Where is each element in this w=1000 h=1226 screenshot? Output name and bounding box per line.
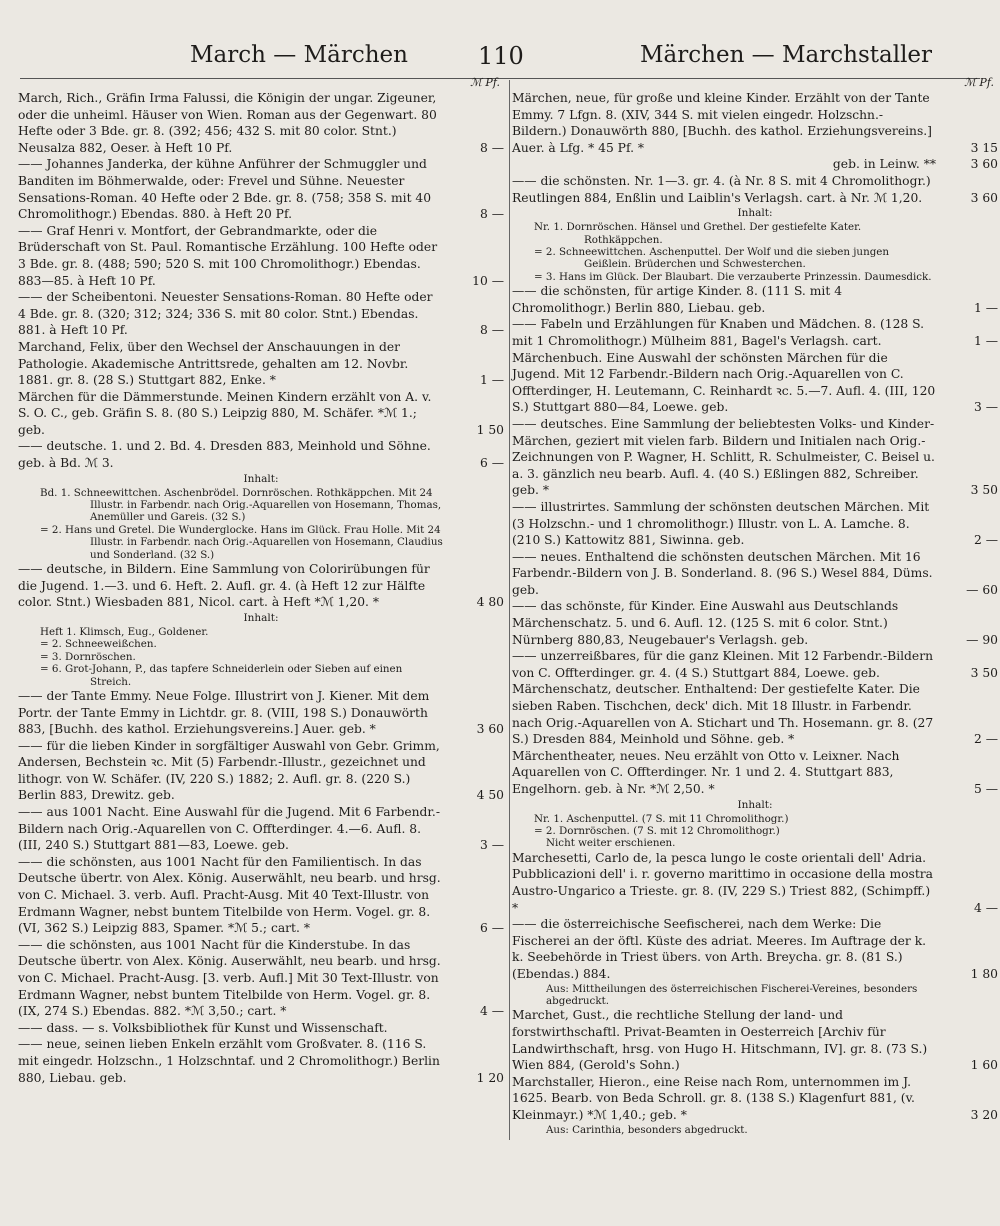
contents-item: = 6. Grot-Johann, P., das tapfere Schneiderlein oder Sieben auf einen Streich.: [40, 663, 403, 688]
header-right: Märchen — Marchstaller: [640, 42, 933, 68]
entry-text: —— der Scheibentoni. Neuester Sensations-Roman. 80 Hefte oder 4 Bde. gr. 8. (320; 312; 324; 336 S. mit 80 color. Stnt.) Ebendas. 881. à Heft 10 Pf.: [18, 290, 433, 338]
entry-text: —— die schönsten. Nr. 1—3. gr. 4. (à Nr. 8 S. mit 4 Chromolithogr.) Reutlingen 884, Enßlin und Laiblin's Verlagsh. cart. à Nr. ℳ 1,20.: [512, 173, 931, 205]
entry-text: —— der Tante Emmy. Neue Folge. Illustrirt von J. Kiener. Mit dem Portr. der Tante Emmy in Lichtdr. gr. 8. (VIII, 198 S.) Donauwörth 883, [Buchh. des kathol. Erziehungsvereins.] Auer. geb. *: [18, 688, 430, 737]
catalog-entry: [18, 937, 504, 1020]
entry-text: —— neues. Enthaltend die schönsten deutschen Märchen. Mit 16 Farbendr.-Bildern von J. B. Sonderland. 8. (96 S.) Wesel 884, Düms. geb.: [512, 549, 933, 597]
contents-heading: Inhalt:: [737, 207, 773, 220]
entry-price: 1 50: [476, 422, 504, 437]
entry-text: —— aus 1001 Nacht. Eine Auswahl für die Jugend. Mit 6 Farbendr.-Bildern nach Orig.-Aquarellen von C. Offterdinger. 4.—6. Aufl. 8. (III, 240 S.) Stuttgart 881—83, Loewe. geb.: [18, 805, 440, 853]
header-left: March — Märchen: [190, 42, 408, 68]
entry-note: Aus: Carinthia, besonders abgedruckt.: [546, 1123, 748, 1136]
entry-text: —— deutsche, in Bildern. Eine Sammlung von Colorirübungen für die Jugend. 1.—3. und 6. Heft. 2. Aufl. gr. 4. (à Heft 12 zur Hälfte color. Stnt.) Wiesbaden 881, Nicol. cart. à Heft *ℳ 1,20. *: [18, 562, 430, 610]
page-number: 110: [478, 42, 524, 70]
entry-price: 3 20: [970, 1107, 998, 1122]
entry-price: — 90: [966, 632, 998, 647]
entry-price: 3 50: [970, 665, 998, 680]
entry-text: Märchen, neue, für große und kleine Kinder. Erzählt von der Tante Emmy. 7 Lfgn. 8. (XIV, 344 S. mit vielen eingedr. Holzschn.-Bildern.) Donauwörth 880, [Buchh. des kathol. Erziehungsvereins.] Auer. à Lfg. * 45 Pf. *: [512, 91, 932, 155]
catalog-entry: [512, 173, 998, 206]
entry-price: 10 —: [472, 273, 504, 288]
entry-price: 5 —: [973, 782, 998, 796]
catalog-entry: [512, 416, 998, 499]
contents-item: Nr. 1. Dornröschen. Hänsel und Grethel. Der gestiefelte Kater. Rothkäppchen.: [534, 221, 862, 246]
catalog-entry: [512, 156, 998, 173]
catalog-entry: [18, 289, 504, 339]
contents-item: Bd. 1. Schneewittchen. Aschenbrödel. Dornröschen. Rothkäppchen. Mit 24 Illustr. in Farbendr. nach Orig.-Aquarellen von Hosemann, Thomas, Anemüller und Gareis. (32 S.): [40, 486, 442, 524]
contents-heading: Inhalt:: [737, 798, 773, 811]
entry-text: —— die schönsten, für artige Kinder. 8. (111 S. mit 4 Chromolithogr.) Berlin 880, Liebau. geb.: [512, 284, 843, 315]
entry-text: —— die schönsten, aus 1001 Nacht für den Familientisch. In das Deutsche übertr. von Alex. König. Auserwählt, neu bearb. und hrsg. von C. Michael. 3. verb. Aufl. Pracht-Ausg. Mit 40 Text-Illustr. von Erdmann Wagner, nebst buntem Titelbilde von Herm. Vogel. gr. 8. (VI, 362 S.) Leipzig 883, Spamer. *ℳ 5.; cart. *: [18, 854, 441, 936]
entry-price: 3 60: [970, 157, 998, 172]
entry-text: —— Fabeln und Erzählungen für Knaben und Mädchen. 8. (128 S. mit 1 Chromolithogr.) Mülheim 881, Bagel's Verlagsh. cart.: [512, 317, 925, 348]
entry-price: 1 80: [970, 966, 998, 981]
entry-text: —— dass. — s. Volksbibliothek für Kunst und Wissenschaft.: [18, 1020, 388, 1035]
entry-text: —— neue, seinen lieben Enkeln erzählt vom Großvater. 8. (116 S. mit eingedr. Holzschn., 1 Holzschntaf. und 2 Chromolithogr.) Berlin 880, Liebau. geb.: [18, 1037, 440, 1085]
entry-text: Märchenbuch. Eine Auswahl der schönsten Märchen für die Jugend. Mit 12 Farbendr.-Bildern nach Orig.-Aquarellen von C. Offterdinger, H. Leutemann, C. Reinhardt ꝛc. 5.—7. Aufl. 4. (III, 120 S.) Stuttgart 880—84, Loewe. geb.: [512, 350, 936, 415]
catalog-entry: [18, 804, 504, 854]
entry-price: 1 60: [970, 1058, 998, 1073]
catalog-entry: [512, 350, 998, 416]
contents-item: = 2. Hans und Gretel. Die Wunderglocke. Hans im Glück. Frau Holle. Mit 24 Illustr. in Farbendr. nach Orig.-Aquarellen von Hosemann, Claudius und Sonderland. (32 S.): [40, 523, 443, 561]
catalog-entry: [18, 561, 504, 611]
contents-item: = 2. Dornröschen. (7 S. mit 12 Chromolithogr.): [534, 825, 780, 837]
catalog-entry: [18, 738, 504, 804]
entry-text: —— unzerreißbares, für die ganz Kleinen. Mit 12 Farbendr.-Bildern von C. Offterdinger. gr. 4. (4 S.) Stuttgart 884, Loewe. geb.: [512, 649, 934, 680]
entry-text: March, Rich., Gräfin Irma Falussi, die Königin der ungar. Zigeuner, oder die unheiml. Häuser von Wien. Roman aus der Gegenwart. 80 Hefte oder 3 Bde. gr. 8. (392; 456; 432 S. mit 80 color. Stnt.) Neusalza 882, Oeser. à Heft 10 Pf.: [18, 91, 437, 155]
entry-price: 3 —: [973, 400, 998, 415]
catalog-entry: [18, 1036, 504, 1086]
entry-text: Märchen für die Dämmerstunde. Meinen Kindern erzählt von A. v. S. O. C., geb. Gräfin S. 8. (80 S.) Leipzig 880, M. Schäfer. *ℳ 1.; geb.: [18, 389, 432, 437]
catalog-entry: [18, 156, 504, 222]
entry-text: —— das schönste, für Kinder. Eine Auswahl aus Deutschlands Märchenschatz. 5. und 6. Aufl. 12. (125 S. mit 6 color. Stnt.) Nürnberg 880,83, Neugebauer's Verlagsh. geb.: [512, 599, 899, 647]
entry-text: —— Johannes Janderka, der kühne Anführer der Schmuggler und Banditen im Böhmerwalde, oder: Frevel und Sühne. Neuester Sensations-Roman. 40 Hefte oder 2 Bde. gr. 8. (758; 358 S. mit 40 Chromolithogr.) Ebendas. 880. à Heft 20 Pf.: [18, 157, 432, 222]
entry-price: 8 —: [479, 323, 504, 338]
entry-text: Märchentheater, neues. Neu erzählt von Otto v. Leixner. Nach Aquarellen von C. Offterdinger. Nr. 1 und 2. 4. Stuttgart 883, Engelhorn. geb. à Nr. *ℳ 2,50. *: [512, 748, 900, 796]
entry-price: 8 —: [479, 207, 504, 222]
catalog-entry: [18, 688, 504, 738]
contents-heading: Inhalt:: [243, 472, 279, 485]
entry-text: Marchet, Gust., die rechtliche Stellung der land- und forstwirthschaftl. Privat-Beamten in Oesterreich [Archiv für Landwirthschaft, hrsg. von Hugo H. Hitschmann, IV]. gr. 8. (73 S.) Wien 884, (Gerold's Sohn.): [512, 1008, 928, 1073]
unit-label: ℳ Pf.: [964, 76, 994, 89]
catalog-entry: [512, 598, 998, 648]
contents-heading: Inhalt:: [243, 611, 279, 624]
catalog-entry: [512, 681, 998, 747]
entry-price: 4 —: [479, 1004, 504, 1019]
catalog-entry: [512, 1007, 998, 1073]
catalog-entry: [512, 1074, 998, 1124]
entry-price: 4 80: [476, 595, 504, 610]
entry-text: —— deutsches. Eine Sammlung der beliebtesten Volks- und Kinder-Märchen, geziert mit vielen farb. Bildern und Initialen nach Orig.-Zeichnungen von P. Wagner, H. Schlitt, R. Schulmeister, C. Beisel u. a. 3. gänzlich neu bearb. Aufl. 4. (40 S.) Eßlingen 882, Schreiber. geb. *: [512, 416, 935, 498]
entry-text: —— die österreichische Seefischerei, nach dem Werke: Die Fischerei an der öftl. Küste des adriat. Meeres. Im Auftrage der k. k. Seebehörde in Triest übers. von Arth. Breycha. gr. 8. (81 S.) (Ebendas.) 884.: [512, 917, 927, 981]
catalog-entry: [18, 90, 504, 156]
running-header: [0, 38, 1000, 78]
entry-price: 1 —: [479, 373, 504, 388]
contents-item: = 2. Schneewittchen. Aschenputtel. Der Wolf und die sieben jungen Geißlein. Brüderchen und Schwesterchen.: [534, 245, 890, 271]
entry-price: 8 —: [479, 140, 504, 155]
entry-text: Marchand, Felix, über den Wechsel der Anschauungen in der Pathologie. Akademische Antrittsrede, gehalten am 12. Novbr. 1881. gr. 8. (28 S.) Stuttgart 882, Enke. *: [18, 339, 409, 388]
entry-price: 4 50: [476, 788, 504, 803]
entry-text: —— deutsche. 1. und 2. Bd. 4. Dresden 883, Meinhold und Söhne. geb. à Bd. ℳ 3.: [18, 439, 431, 471]
entry-price: 1 —: [973, 333, 998, 348]
entry-price: — 60: [966, 582, 998, 597]
entry-text: geb. in Leinw. **: [832, 157, 936, 172]
entry-text: —— für die lieben Kinder in sorgfältiger Auswahl von Gebr. Grimm, Andersen, Bechstein ꝛc. Mit (5) Farbendr.-Illustr., gezeichnet und lithogr. von W. Schäfer. (IV, 220 S.) 1882; 2. Aufl. gr. 8. (220 S.) Berlin 883, Drewitz. geb.: [18, 738, 440, 803]
catalog-entry: [18, 339, 504, 389]
contents-item: = 3. Dornröschen.: [40, 650, 136, 663]
contents-item: Nr. 1. Aschenputtel. (7 S. mit 11 Chromolithogr.): [534, 812, 789, 825]
catalog-entry: [18, 223, 504, 289]
catalog-entry: [512, 549, 998, 599]
right-column: [512, 76, 998, 1136]
catalog-entry: [512, 850, 998, 916]
entry-text: —— Graf Henri v. Montfort, der Gebrandmarkte, oder die Brüderschaft von St. Paul. Romantische Erzählung. 100 Hefte oder 3 Bde. gr. 8. (488; 590; 520 S. mit 100 Chromolithogr.) Ebendas. 883—85. à Heft 10 Pf.: [18, 223, 438, 288]
catalog-entry: [18, 1020, 504, 1037]
entry-price: 3 —: [479, 838, 504, 853]
entry-price: 3 60: [970, 190, 998, 205]
entry-price: 1 20: [476, 1070, 504, 1085]
entry-note: Aus: Mittheilungen des österreichischen Fischerei-Vereines, besonders abgedruckt.: [546, 982, 918, 1007]
catalog-entry: [18, 438, 504, 471]
entry-price: 2 —: [973, 732, 998, 747]
left-column: [18, 76, 504, 1086]
entry-price: 6 —: [479, 456, 504, 471]
catalog-entry: [512, 499, 998, 549]
entry-price: 3 15: [970, 140, 998, 155]
entry-price: 6 —: [479, 921, 504, 936]
entry-note: Nicht weiter erschienen.: [546, 837, 676, 850]
catalog-entry: [512, 748, 998, 798]
contents-item: = 3. Hans im Glück. Der Blaubart. Die verzauberte Prinzessin. Daumesdick.: [534, 270, 932, 283]
catalog-entry: [512, 916, 998, 982]
entry-price: 1 —: [973, 300, 998, 315]
entry-price: 2 —: [973, 533, 998, 548]
entry-text: Marchesetti, Carlo de, la pesca lungo le coste orientali dell' Adria. Pubblicazioni dell' i. r. governo marittimo in occasione della mostra Austro-Ungarico a Trieste. gr. 8. (IV, 229 S.) Triest 882, (Schimpff.) *: [512, 850, 933, 915]
catalog-entry: [18, 854, 504, 937]
entry-text: —— die schönsten, aus 1001 Nacht für die Kinderstube. In das Deutsche übertr. von Alex. König. Auserwählt, neu bearb. und hrsg. von C. Michael. Pracht-Ausg. [3. verb. Aufl.] Mit 30 Text-Illustr. von Erdmann Wagner, nebst buntem Titelbilde von Herm. Vogel. gr. 8. (IX, 274 S.) Ebendas. 882. *ℳ 3,50.; cart. *: [18, 937, 441, 1019]
catalog-entry: [18, 389, 504, 439]
entry-price: 3 50: [970, 483, 998, 498]
entry-text: Märchenschatz, deutscher. Enthaltend: Der gestiefelte Kater. Die sieben Raben. Tischchen, deck' dich. Mit 18 Illustr. in Farbendr. nach Orig.-Aquarellen von A. Stichart und Th. Hosemann. gr. 8. (27 S.) Dresden 884, Meinhold und Söhne. geb. *: [512, 682, 934, 747]
contents-item: Heft 1. Klimsch, Eug., Goldener.: [40, 625, 209, 638]
entry-price: 3 60: [476, 722, 504, 737]
unit-label: ℳ Pf.: [470, 76, 500, 89]
contents-item: = 2. Schneeweißchen.: [40, 638, 157, 651]
catalog-entry: [512, 283, 998, 316]
catalog-entry: [512, 90, 998, 156]
column-divider: [509, 80, 510, 1140]
entry-text: Marchstaller, Hieron., eine Reise nach Rom, unternommen im J. 1625. Bearb. von Beda Schroll. gr. 8. (138 S.) Klagenfurt 881, (v. Kleinmayr.) *ℳ 1,40.; geb. *: [512, 1074, 915, 1122]
catalog-entry: [512, 316, 998, 349]
entry-text: —— illustrirtes. Sammlung der schönsten deutschen Märchen. Mit (3 Holzschn.- und 1 chromolithogr.) Illustr. von L. A. Lamche. 8. (210 S.) Kattowitz 881, Siwinna. geb.: [512, 499, 930, 548]
catalog-entry: [512, 648, 998, 681]
entry-price: 4 —: [973, 900, 998, 915]
